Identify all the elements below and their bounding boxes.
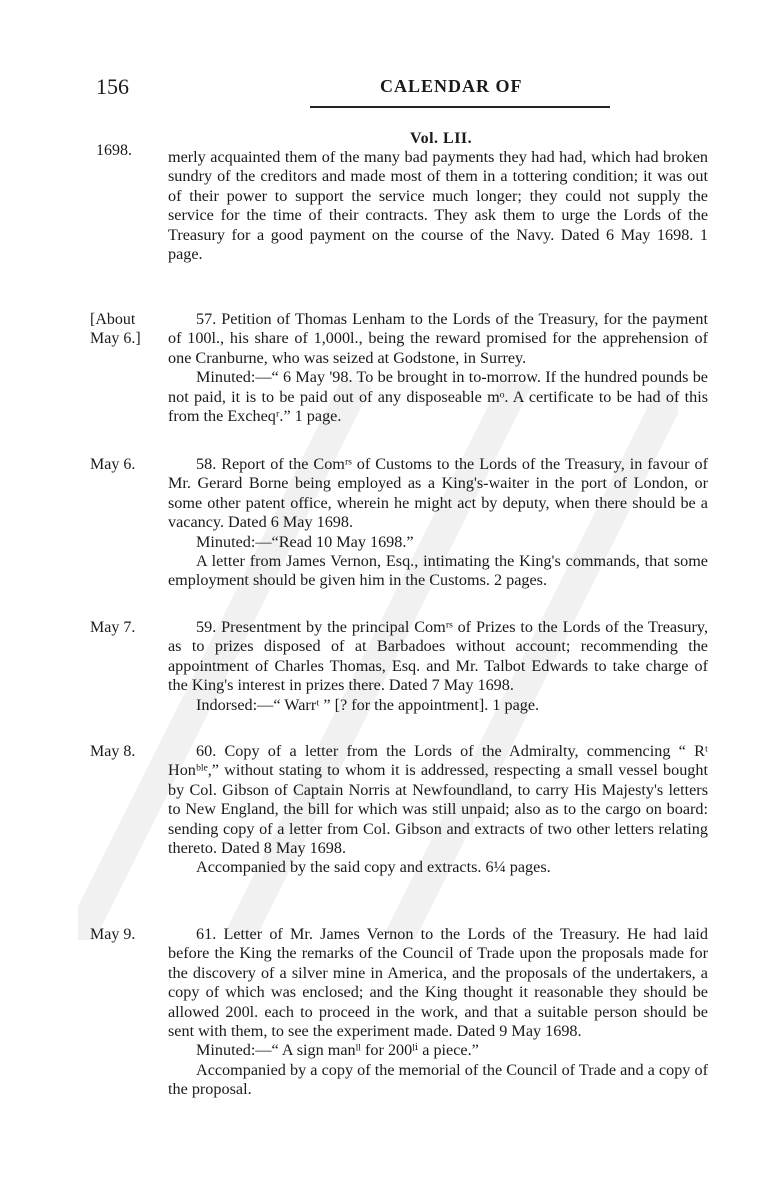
entry-58: [168, 455, 708, 591]
running-title: CALENDAR OF: [380, 76, 523, 96]
margin-date-61: May 9.: [90, 926, 136, 943]
entry-61: [168, 925, 708, 1100]
minuted-note: Minuted:—“ A sign manˡˡ for 200ˡⁱ a piece.”: [196, 1041, 479, 1060]
margin-date-60: May 8.: [90, 743, 136, 760]
indorsed-note: Indorsed:—“ Warrᵗ ” [? for the appointment]. 1 page.: [196, 695, 540, 714]
paragraph: 58. Report of the Comʳˢ of Customs to the Lords of the Treasury, in favour of Mr. Gerard Borne being employed as a King's-waiter in the port of London, or some other patent office, wherein he might act by deputy, when there should be a vacancy. Dated 6 May 1698.: [168, 455, 708, 532]
paragraph: merly acquainted them of the many bad payments they had had, which had broken sundry of the creditors and made most of them in a tottering condition; it was out of their power to support the service much longer; they could not supply the service for the time of their contracts. They ask them to urge the Lords of the Treasury for a good payment on the course of the Navy. Dated 6 May 1698. 1 page.: [168, 148, 708, 264]
year-marker: 1698.: [96, 142, 132, 159]
margin-date-58: May 6.: [90, 456, 136, 473]
paragraph: 60. Copy of a letter from the Lords of the Admiralty, commencing “ Rᵗ Honᵇˡᵉ,” without stating to whom it is addressed, respecting a small vessel bought by Col. Gibson of Captain Norris at Newfoundland, to carry His Majesty's letters to New England, the bill for which was still unpaid; also as to the cargo on board: sending copy of a letter from Col. Gibson and extracts of two other letters relating thereto. Dated 8 May 1698.: [168, 742, 708, 858]
header-rule: [310, 106, 610, 108]
page-number: 156: [96, 74, 129, 99]
paragraph: 57. Petition of Thomas Lenham to the Lords of the Treasury, for the payment of 100l., his share of 1,000l., being the reward promised for the apprehension of one Cranburne, who was seized at Godstone, in Surrey.: [168, 310, 708, 367]
accompanied-note: Accompanied by a copy of the memorial of the Council of Trade and a copy of the proposal.: [168, 1060, 708, 1099]
paragraph: A letter from James Vernon, Esq., intimating the King's commands, that some employment should be given him in the Customs. 2 pages.: [168, 552, 708, 590]
accompanied-note: Accompanied by the said copy and extracts. 6¼ pages.: [196, 858, 551, 877]
paragraph: 61. Letter of Mr. James Vernon to the Lords of the Treasury. He had laid before the King the remarks of the Council of Trade upon the proposals made for the discovery of a silver mine in America, and the proposals of the undertakers, a copy of which was enclosed; and the King thought it reasonable they should be allowed 200l. each to proceed in the work, and that a suitable person should be sent with them, to see the experiment made. Dated 9 May 1698.: [168, 925, 708, 1041]
minuted-note: Minuted:—“ 6 May '98. To be brought in to-morrow. If the hundred pounds be not paid, it is to be paid out of any disposeable mᵒ. A certificate to be had of this from the Excheqʳ.” 1 page.: [168, 368, 708, 426]
margin-date-57: [About May 6.]: [90, 311, 141, 347]
margin-date-59: May 7.: [90, 619, 136, 636]
volume-heading: Vol. LII.: [410, 130, 473, 147]
entry-continuation: [168, 148, 708, 264]
entry-60: [168, 742, 708, 878]
entry-59: [168, 618, 708, 715]
minuted-note: Minuted:—“Read 10 May 1698.”: [196, 532, 414, 551]
entry-57: [168, 310, 708, 426]
paragraph: 59. Presentment by the principal Comʳˢ of Prizes to the Lords of the Treasury, as to prizes disposed of at Barbadoes without account; recommending the appointment of Charles Thomas, Esq. and Mr. Talbot Edwards to take charge of the King's interest in prizes there. Dated 7 May 1698.: [168, 618, 708, 695]
